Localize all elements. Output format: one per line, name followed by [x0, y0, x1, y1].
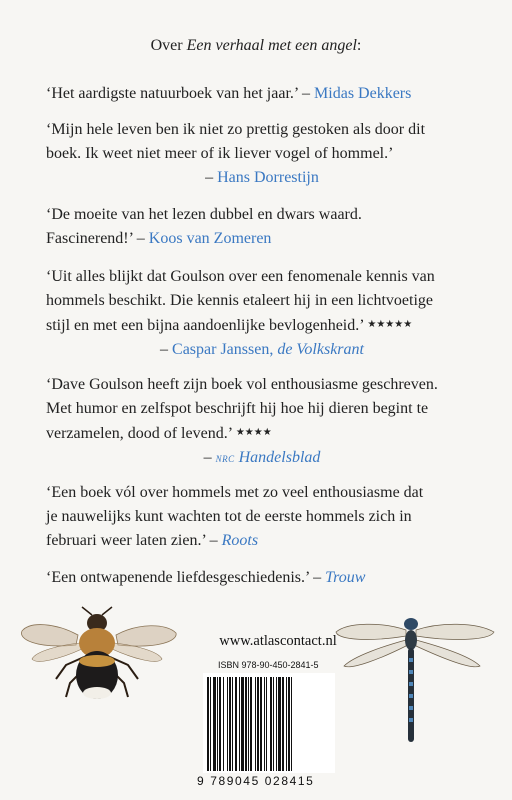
review-source: Trouw: [325, 569, 366, 586]
dragonfly-thorax: [405, 630, 417, 650]
review-attribution: – nrc Handelsblad: [203, 449, 321, 466]
bee-stripe: [79, 655, 115, 667]
review-quote-7: ‘Een ontwapenende liefdesgeschiedenis.’ – Trouw: [46, 569, 366, 586]
bee-antennae: [82, 607, 112, 615]
dragonfly-head: [404, 618, 418, 630]
isbn-label: ISBN 978-90-450-2841-5: [218, 660, 319, 670]
bumblebee-illustration: [16, 605, 186, 710]
rating-stars: ★★★★: [235, 427, 272, 438]
barcode-bars: [203, 673, 335, 773]
dragonfly-illustration: [330, 612, 505, 747]
review-source: nrc Handelsblad: [215, 449, 321, 466]
bee-tail: [83, 687, 111, 699]
review-source: Roots: [221, 532, 259, 549]
review-author: Midas Dekkers: [314, 85, 412, 102]
review-attribution: – Hans Dorrestijn: [205, 169, 319, 186]
review-quote-5: ‘Dave Goulson heeft zijn boek vol enthousiasme geschreven. Met humor en zelfspot beschrijft hij hoe hij dieren begint te verzamelen, dood of levend.’ ★★★★ – nrc Handelsblad: [46, 373, 478, 470]
review-author: Hans Dorrestijn: [217, 169, 319, 186]
review-quote-2: ‘Mijn hele leven ben ik niet zo prettig gestoken als door dit boek. Ik weet niet meer of ik liever vogel of hommel.’ – Hans Dorrestijn: [46, 118, 478, 190]
book-title: Een verhaal met een angel: [186, 37, 357, 54]
review-author: Caspar Janssen,: [172, 341, 278, 358]
review-source: de Volkskrant: [277, 341, 364, 358]
reviews-header: Over Een verhaal met een angel:: [150, 37, 362, 54]
barcode: [203, 673, 335, 773]
publisher-website: www.atlascontact.nl: [219, 633, 337, 649]
review-attribution: – Caspar Janssen, de Volkskrant: [160, 341, 364, 358]
rating-stars: ★★★★★: [367, 319, 413, 330]
review-quote-1: ‘Het aardigste natuurboek van het jaar.’ – Midas Dekkers: [46, 85, 412, 102]
review-quote-6: ‘Een boek vól over hommels met zo veel enthousiasme dat je nauwelijks kunt wachten tot de eerste hommels zich in februari weer laten zien.’ – Roots: [46, 484, 424, 549]
review-quote-3: ‘De moeite van het lezen dubbel en dwars waard. Fascinerend!’ – Koos van Zomeren: [46, 206, 362, 247]
review-author: Koos van Zomeren: [148, 230, 272, 247]
barcode-digits: 9 789045 028415: [197, 774, 315, 788]
review-quote-4: ‘Uit alles blijkt dat Goulson over een fenomenale kennis van hommels beschikt. Die kennis etaleert hij in een lichtvoetige stijl en met een bijna aandoenlijke bevlogenheid.’ ★★★★★ – Caspar Janssen, de Volkskrant: [46, 265, 478, 362]
